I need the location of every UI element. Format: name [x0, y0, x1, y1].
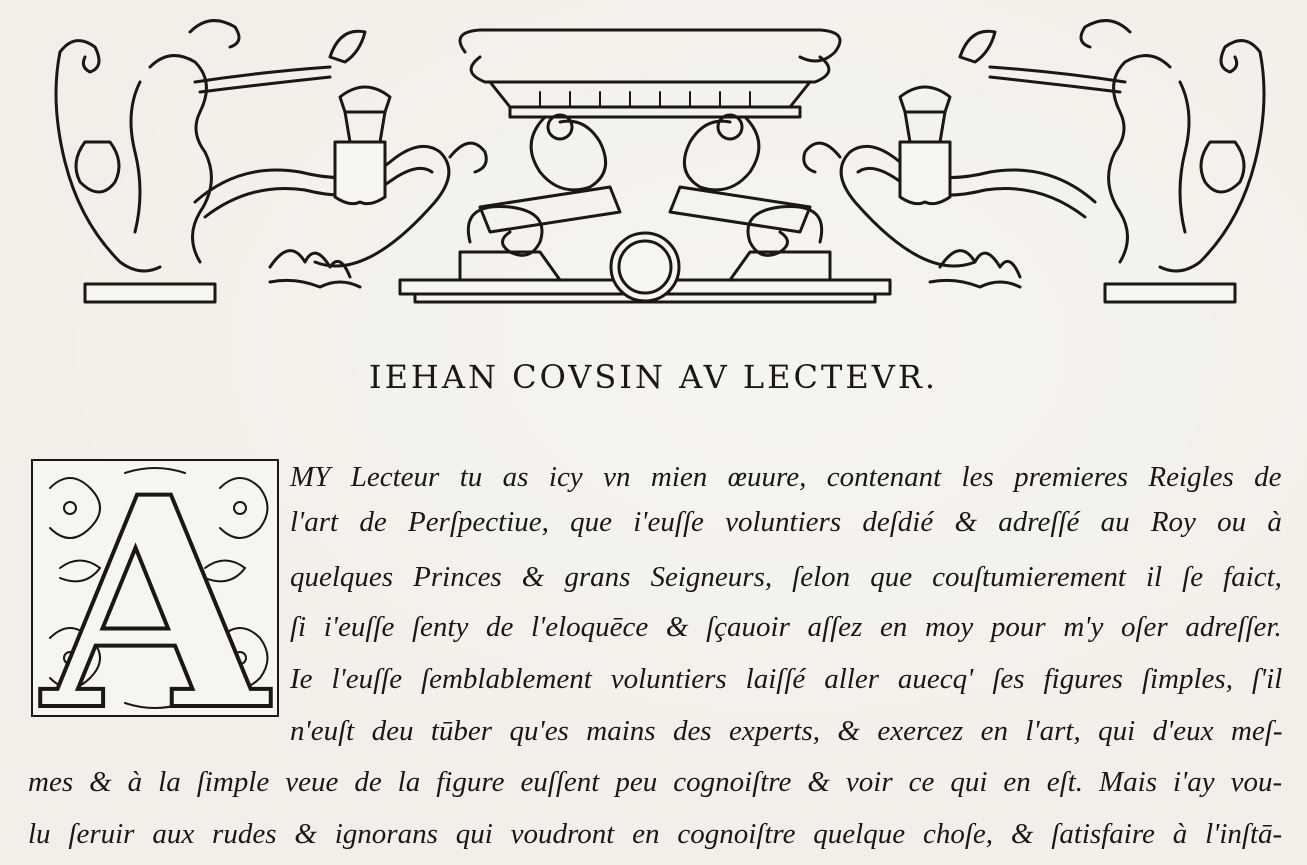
body-line-7: mes & à la ſimple veue de la figure euſſent peu cognoiſtre & voir ce qui en eſt. Mais i'ay vou-: [28, 766, 1283, 798]
initial-letter: A: [42, 458, 268, 718]
body-line-1: MY Lecteur tu as icy vn mien œuure, contenant les premieres Reigles de: [290, 461, 1282, 493]
body-line-2: l'art de Perſpectiue, que i'euſſe voluntiers deſdié & adreſſé au Roy ou à: [290, 506, 1282, 538]
page-heading: IEHAN COVSIN AV LECTEVR.: [368, 358, 939, 396]
ornamental-headpiece: [40, 12, 1280, 322]
decorated-initial: [30, 458, 280, 718]
body-line-4: ſi i'euſſe ſenty de l'eloquēce & ſçauoir aſſez en moy pour m'y oſer adreſſer.: [290, 611, 1282, 643]
body-line-3: quelques Princes & grans Seigneurs, ſelon que couſtumierement il ſe faict,: [290, 561, 1282, 593]
body-line-6: n'euſt deu tūber qu'es mains des experts, & exercez en l'art, qui d'eux meſ-: [290, 715, 1283, 747]
body-line-5: Ie l'euſſe ſemblablement voluntiers laiſſé aller auecq' ſes figures ſimples, ſ'il: [290, 663, 1283, 695]
body-line-8: lu ſeruir aux rudes & ignorans qui voudront en cognoiſtre quelque choſe, & ſatisfaire à l'inſtā-: [28, 818, 1283, 850]
